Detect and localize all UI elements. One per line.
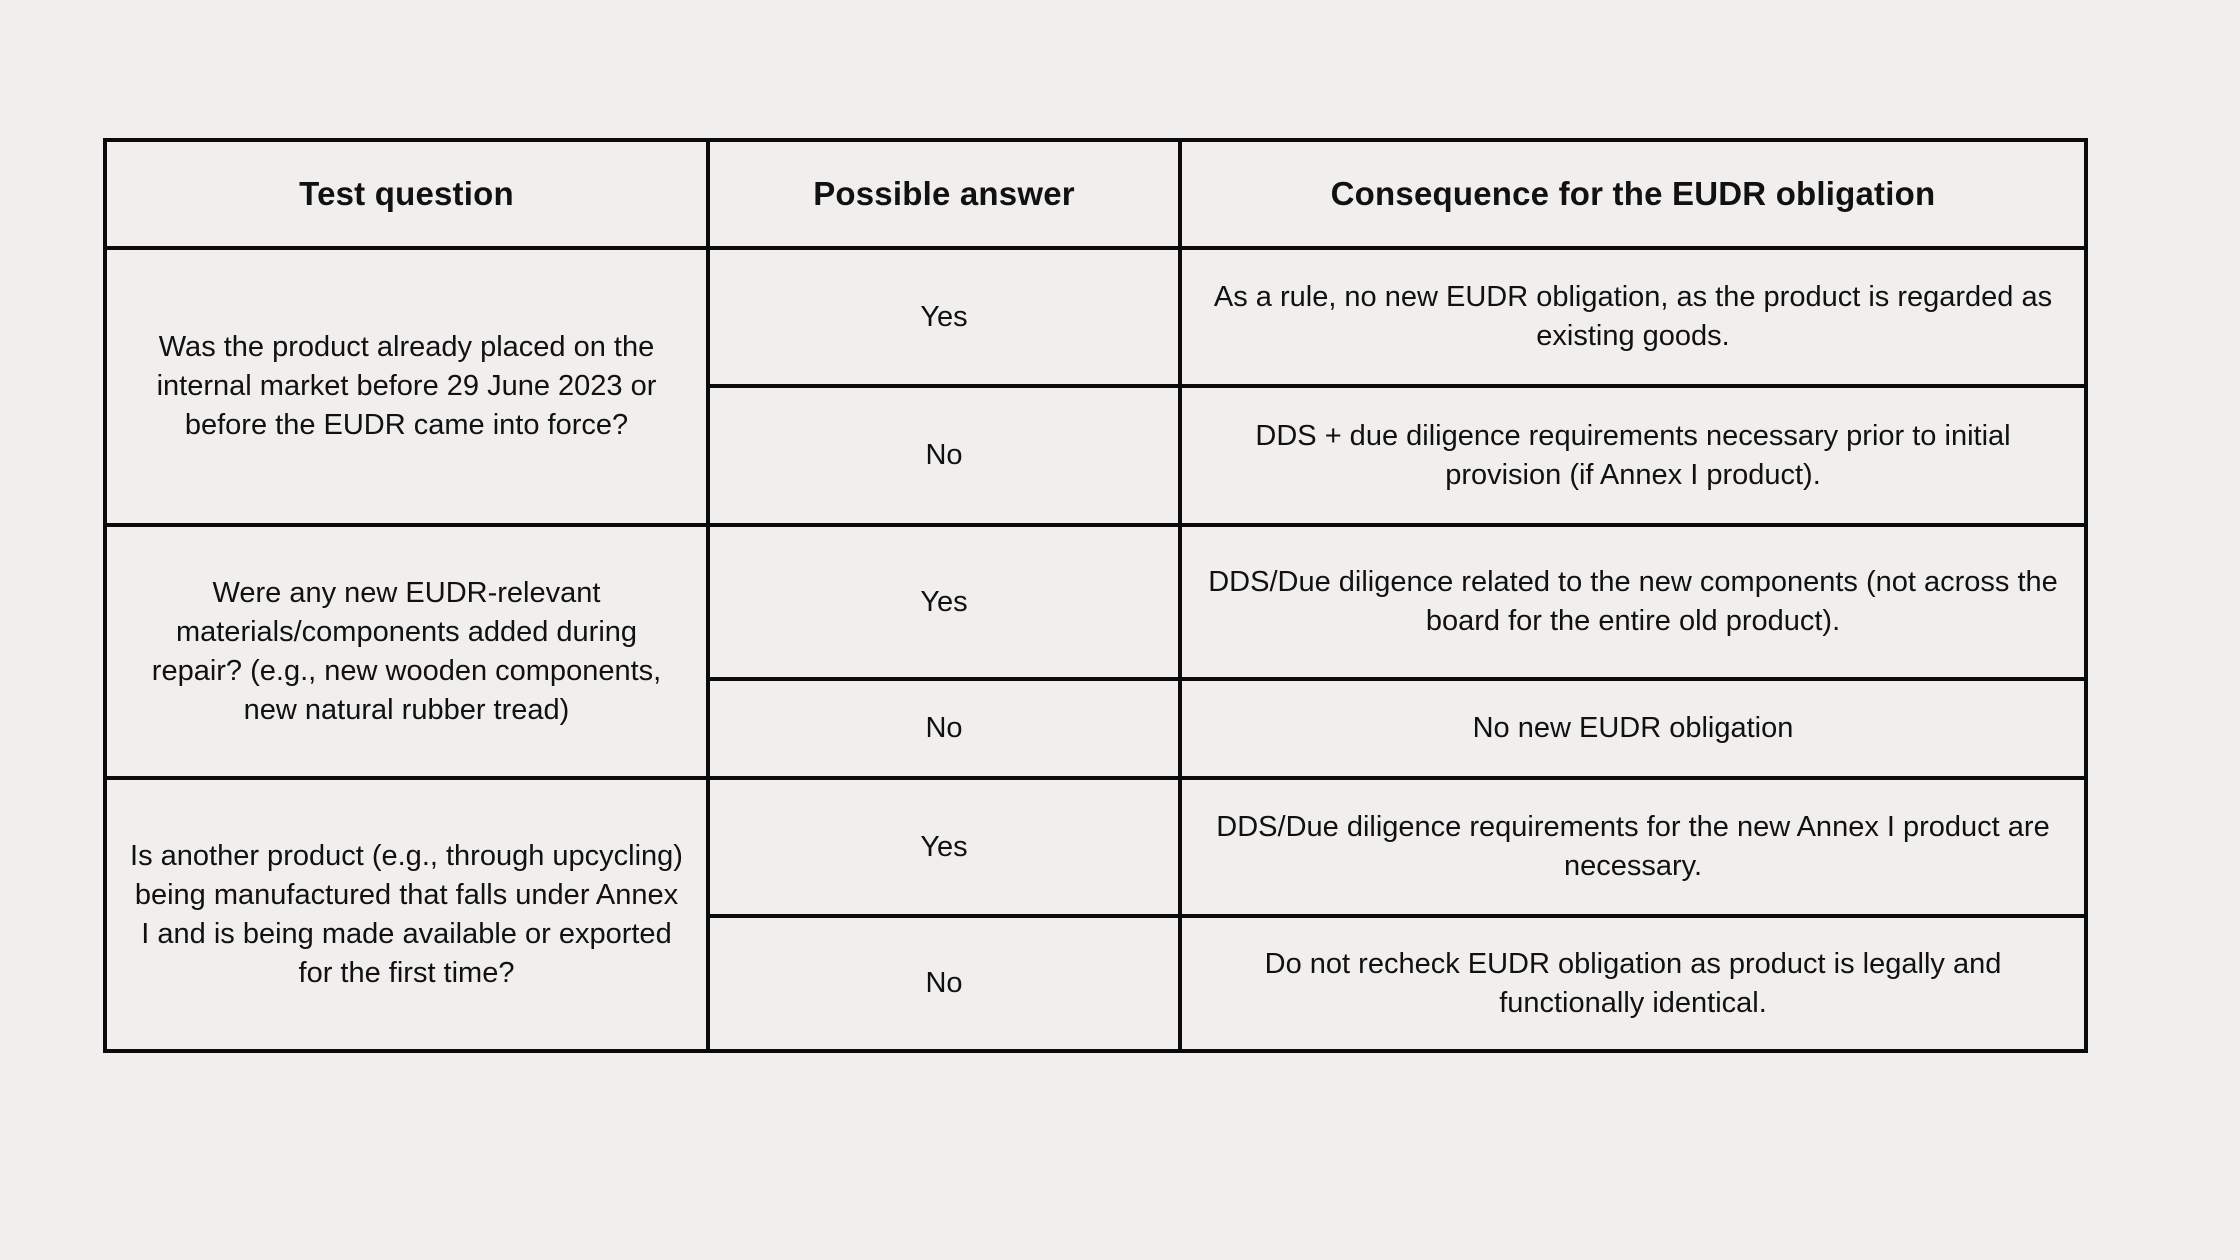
consequence-cell: DDS/Due diligence requirements for the new Annex I product are necessary.	[1216, 811, 2050, 882]
answer-cell: No	[925, 439, 963, 471]
table-border-bottom	[103, 1049, 2088, 1053]
question-cell: Was the product already placed on the internal market before 29 June 2023 or before the EUDR came into force?	[156, 331, 657, 441]
answer-cell: No	[925, 967, 963, 999]
question-cell: Were any new EUDR-relevant materials/components added during repair? (e.g., new wooden components, new natural rubber tread)	[151, 576, 662, 726]
answer-cell: Yes	[920, 585, 968, 618]
consequence-cell: As a rule, no new EUDR obligation, as the product is regarded as existing goods.	[1213, 281, 2053, 352]
answer-cell: Yes	[920, 830, 968, 863]
consequence-cell: No new EUDR obligation	[1472, 712, 1794, 744]
answer-cell: Yes	[920, 300, 968, 333]
consequence-cell: DDS/Due diligence related to the new components (not across the board for the entire old product).	[1208, 566, 2058, 637]
header-possible-answer: Possible answer	[813, 175, 1075, 212]
question-cell: Is another product (e.g., through upcycling) being manufactured that falls under Annex I and is being made available or exported for the first time?	[130, 839, 683, 989]
header-test-question: Test question	[299, 175, 514, 212]
eudr-test-table	[103, 138, 2088, 1053]
header-consequence: Consequence for the EUDR obligation	[1330, 175, 1936, 212]
answer-cell: No	[925, 712, 963, 744]
consequence-cell: Do not recheck EUDR obligation as product is legally and functionally identical.	[1264, 947, 2002, 1019]
consequence-cell: DDS + due diligence requirements necessary prior to initial provision (if Annex I product).	[1255, 419, 2011, 491]
